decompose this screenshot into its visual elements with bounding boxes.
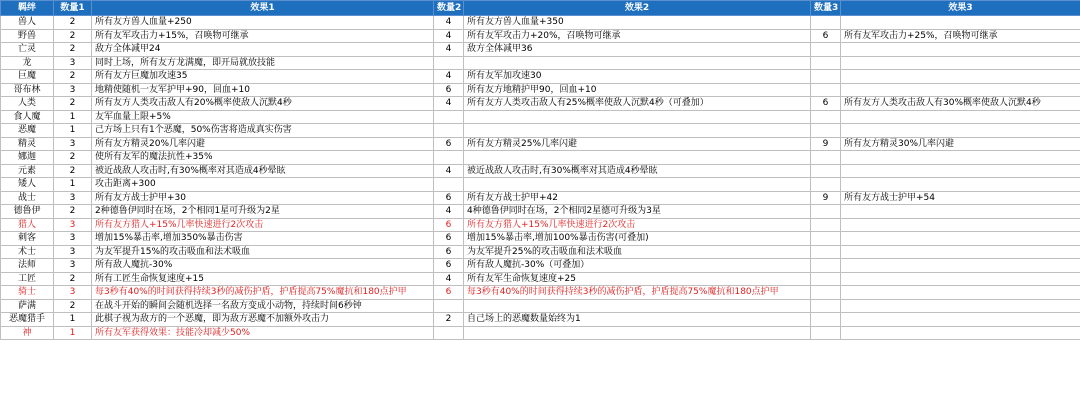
count1-cell: 3 bbox=[54, 245, 92, 259]
count2-cell: 6 bbox=[434, 218, 464, 232]
table-row bbox=[1, 56, 1080, 70]
synergy-name-cell: 战士 bbox=[1, 191, 54, 205]
count1-cell: 2 bbox=[54, 205, 92, 219]
effect2-cell: 所有友军加攻速30 bbox=[464, 70, 811, 84]
effect3-cell bbox=[841, 272, 1080, 286]
effect1-cell: 攻击距离+300 bbox=[92, 178, 434, 192]
count2-cell: 4 bbox=[434, 29, 464, 43]
count3-cell bbox=[811, 299, 841, 313]
table-row bbox=[1, 259, 1080, 273]
count2-cell: 4 bbox=[434, 16, 464, 30]
synergy-name-cell: 刺客 bbox=[1, 232, 54, 246]
count1-cell: 1 bbox=[54, 313, 92, 327]
effect2-cell: 自己场上的恶魔数量始终为1 bbox=[464, 313, 811, 327]
effect2-cell: 被近战敌人攻击时,有30%概率对其造成4秒晕眩 bbox=[464, 164, 811, 178]
count3-cell bbox=[811, 43, 841, 57]
count3-cell bbox=[811, 178, 841, 192]
header-effect3: 效果3 bbox=[841, 1, 1080, 16]
count2-cell: 4 bbox=[434, 272, 464, 286]
table-row bbox=[1, 83, 1080, 97]
count3-cell bbox=[811, 56, 841, 70]
table-row bbox=[1, 272, 1080, 286]
synergy-name-cell: 野兽 bbox=[1, 29, 54, 43]
count1-cell: 3 bbox=[54, 259, 92, 273]
count3-cell bbox=[811, 151, 841, 165]
effect3-cell bbox=[841, 259, 1080, 273]
synergy-name-cell: 元素 bbox=[1, 164, 54, 178]
effect3-cell: 所有友军攻击力+25%，召唤物可继承 bbox=[841, 29, 1080, 43]
effect2-cell bbox=[464, 326, 811, 340]
effect1-cell: 所有友方猎人+15%几率快速进行2次攻击 bbox=[92, 218, 434, 232]
effect1-cell: 所有敌人魔抗-30% bbox=[92, 259, 434, 273]
count3-cell bbox=[811, 164, 841, 178]
synergy-name-cell: 食人魔 bbox=[1, 110, 54, 124]
table-row bbox=[1, 205, 1080, 219]
synergy-name-cell: 法师 bbox=[1, 259, 54, 273]
effect3-cell: 所有友方人类攻击敌人有30%概率使敌人沉默4秒 bbox=[841, 97, 1080, 111]
effect1-cell: 友军血量上限+5% bbox=[92, 110, 434, 124]
count2-cell: 4 bbox=[434, 70, 464, 84]
effect2-cell: 所有友方战士护甲+42 bbox=[464, 191, 811, 205]
effect2-cell bbox=[464, 178, 811, 192]
effect2-cell: 每3秒有40%的时间获得持续3秒的减伤护盾，护盾提高75%魔抗和180点护甲 bbox=[464, 286, 811, 300]
effect3-cell bbox=[841, 313, 1080, 327]
effect1-cell: 使所有友军的魔法抗性+35% bbox=[92, 151, 434, 165]
effect1-cell: 所有友方精灵20%几率闪避 bbox=[92, 137, 434, 151]
table-row bbox=[1, 97, 1080, 111]
effect2-cell bbox=[464, 110, 811, 124]
count2-cell: 6 bbox=[434, 232, 464, 246]
table-row bbox=[1, 313, 1080, 327]
effect2-cell: 所有友方精灵25%几率闪避 bbox=[464, 137, 811, 151]
synergy-name-cell: 矮人 bbox=[1, 178, 54, 192]
synergy-name-cell: 亡灵 bbox=[1, 43, 54, 57]
count3-cell bbox=[811, 272, 841, 286]
table-row bbox=[1, 326, 1080, 340]
effect2-cell: 为友军提升25%的攻击吸血和法术吸血 bbox=[464, 245, 811, 259]
count3-cell bbox=[811, 205, 841, 219]
effect3-cell bbox=[841, 299, 1080, 313]
count1-cell: 2 bbox=[54, 70, 92, 84]
effect2-cell: 所有敌人魔抗-30%（可叠加） bbox=[464, 259, 811, 273]
table-row bbox=[1, 151, 1080, 165]
count3-cell bbox=[811, 286, 841, 300]
count1-cell: 3 bbox=[54, 218, 92, 232]
effect1-cell: 地精使随机一友军护甲+90，回血+10 bbox=[92, 83, 434, 97]
count2-cell: 6 bbox=[434, 191, 464, 205]
effect2-cell: 所有友方人类攻击敌人有25%概率使敌人沉默4秒（可叠加） bbox=[464, 97, 811, 111]
effect3-cell bbox=[841, 326, 1080, 340]
effect1-cell: 2种德鲁伊同时在场，2个相同1星可升级为2星 bbox=[92, 205, 434, 219]
synergy-name-cell: 娜迦 bbox=[1, 151, 54, 165]
effect2-cell: 所有友军生命恢复速度+25 bbox=[464, 272, 811, 286]
effect1-cell: 所有友方战士护甲+30 bbox=[92, 191, 434, 205]
count3-cell bbox=[811, 110, 841, 124]
count1-cell: 1 bbox=[54, 178, 92, 192]
synergy-name-cell: 德鲁伊 bbox=[1, 205, 54, 219]
synergy-name-cell: 哥布林 bbox=[1, 83, 54, 97]
count1-cell: 2 bbox=[54, 97, 92, 111]
table-row bbox=[1, 124, 1080, 138]
effect3-cell bbox=[841, 16, 1080, 30]
effect3-cell bbox=[841, 124, 1080, 138]
effect1-cell: 所有友方巨魔加攻速35 bbox=[92, 70, 434, 84]
count1-cell: 3 bbox=[54, 56, 92, 70]
effect2-cell: 敌方全体减甲36 bbox=[464, 43, 811, 57]
count3-cell bbox=[811, 83, 841, 97]
effect3-cell bbox=[841, 218, 1080, 232]
count1-cell: 2 bbox=[54, 29, 92, 43]
effect2-cell: 所有友军攻击力+20%，召唤物可继承 bbox=[464, 29, 811, 43]
effect1-cell: 同时上场，所有友方龙满魔，即开局就放技能 bbox=[92, 56, 434, 70]
synergy-name-cell: 人类 bbox=[1, 97, 54, 111]
effect1-cell: 所有友方人类攻击敌人有20%概率使敌人沉默4秒 bbox=[92, 97, 434, 111]
effect2-cell: 增加15%暴击率,增加100%暴击伤害(可叠加) bbox=[464, 232, 811, 246]
count3-cell bbox=[811, 124, 841, 138]
effect3-cell bbox=[841, 178, 1080, 192]
synergy-name-cell: 工匠 bbox=[1, 272, 54, 286]
count1-cell: 1 bbox=[54, 110, 92, 124]
synergy-name-cell: 龙 bbox=[1, 56, 54, 70]
effect3-cell bbox=[841, 43, 1080, 57]
effect3-cell bbox=[841, 110, 1080, 124]
effect2-cell bbox=[464, 56, 811, 70]
synergy-name-cell: 神 bbox=[1, 326, 54, 340]
effect3-cell bbox=[841, 205, 1080, 219]
effect1-cell: 所有友方兽人血量+250 bbox=[92, 16, 434, 30]
count2-cell: 4 bbox=[434, 97, 464, 111]
count3-cell bbox=[811, 326, 841, 340]
count1-cell: 2 bbox=[54, 151, 92, 165]
count1-cell: 1 bbox=[54, 326, 92, 340]
effect2-cell bbox=[464, 124, 811, 138]
effect1-cell: 所有友军攻击力+15%，召唤物可继承 bbox=[92, 29, 434, 43]
header-name: 羁绊 bbox=[1, 1, 54, 16]
count3-cell: 6 bbox=[811, 29, 841, 43]
table-row bbox=[1, 137, 1080, 151]
effect3-cell: 所有友方精灵30%几率闪避 bbox=[841, 137, 1080, 151]
count1-cell: 2 bbox=[54, 299, 92, 313]
table-row bbox=[1, 16, 1080, 30]
count1-cell: 2 bbox=[54, 16, 92, 30]
count1-cell: 1 bbox=[54, 124, 92, 138]
count2-cell: 6 bbox=[434, 286, 464, 300]
synergy-name-cell: 萨满 bbox=[1, 299, 54, 313]
effect1-cell: 敌方全体减甲24 bbox=[92, 43, 434, 57]
count2-cell bbox=[434, 151, 464, 165]
synergy-name-cell: 巨魔 bbox=[1, 70, 54, 84]
count3-cell bbox=[811, 245, 841, 259]
effect1-cell: 所有友军获得效果：技能冷却减少50% bbox=[92, 326, 434, 340]
effect1-cell: 每3秒有40%的时间获得持续3秒的减伤护盾，护盾提高75%魔抗和180点护甲 bbox=[92, 286, 434, 300]
effect2-cell: 所有友方猎人+15%几率快速进行2次攻击 bbox=[464, 218, 811, 232]
count1-cell: 3 bbox=[54, 191, 92, 205]
count3-cell: 9 bbox=[811, 191, 841, 205]
count2-cell: 6 bbox=[434, 259, 464, 273]
table-row bbox=[1, 245, 1080, 259]
table-row bbox=[1, 43, 1080, 57]
count2-cell bbox=[434, 326, 464, 340]
count3-cell bbox=[811, 313, 841, 327]
effect2-cell bbox=[464, 299, 811, 313]
table-row bbox=[1, 164, 1080, 178]
effect1-cell: 为友军提升15%的攻击吸血和法术吸血 bbox=[92, 245, 434, 259]
synergy-name-cell: 恶魔猎手 bbox=[1, 313, 54, 327]
count2-cell bbox=[434, 299, 464, 313]
header-count1: 数量1 bbox=[54, 1, 92, 16]
count3-cell bbox=[811, 259, 841, 273]
count3-cell: 9 bbox=[811, 137, 841, 151]
effect1-cell: 被近战敌人攻击时,有30%概率对其造成4秒晕眩 bbox=[92, 164, 434, 178]
header-row bbox=[1, 1, 1080, 16]
count2-cell bbox=[434, 56, 464, 70]
header-count3: 数量3 bbox=[811, 1, 841, 16]
table-row bbox=[1, 178, 1080, 192]
count3-cell bbox=[811, 232, 841, 246]
synergy-name-cell: 术士 bbox=[1, 245, 54, 259]
table-row bbox=[1, 232, 1080, 246]
count1-cell: 3 bbox=[54, 137, 92, 151]
effect1-cell: 在战斗开始的瞬间会随机选择一名敌方变成小动物，持续时间6秒钟 bbox=[92, 299, 434, 313]
count2-cell: 4 bbox=[434, 164, 464, 178]
table-row bbox=[1, 110, 1080, 124]
header-effect1: 效果1 bbox=[92, 1, 434, 16]
count2-cell: 6 bbox=[434, 245, 464, 259]
count3-cell: 6 bbox=[811, 97, 841, 111]
count1-cell: 2 bbox=[54, 43, 92, 57]
table-row bbox=[1, 218, 1080, 232]
header-effect2: 效果2 bbox=[464, 1, 811, 16]
count2-cell: 6 bbox=[434, 137, 464, 151]
effect1-cell: 所有工匠生命恢复速度+15 bbox=[92, 272, 434, 286]
count1-cell: 3 bbox=[54, 232, 92, 246]
synergy-name-cell: 骑士 bbox=[1, 286, 54, 300]
table-row bbox=[1, 191, 1080, 205]
effect3-cell bbox=[841, 151, 1080, 165]
table-row bbox=[1, 286, 1080, 300]
count3-cell bbox=[811, 218, 841, 232]
count2-cell bbox=[434, 178, 464, 192]
count2-cell: 4 bbox=[434, 43, 464, 57]
effect1-cell: 此棋子视为敌方的一个恶魔，即为敌方恶魔不加额外攻击力 bbox=[92, 313, 434, 327]
synergy-name-cell: 精灵 bbox=[1, 137, 54, 151]
count1-cell: 3 bbox=[54, 83, 92, 97]
header-count2: 数量2 bbox=[434, 1, 464, 16]
table-body bbox=[1, 16, 1080, 340]
effect1-cell: 增加15%暴击率,增加350%暴击伤害 bbox=[92, 232, 434, 246]
effect3-cell bbox=[841, 56, 1080, 70]
count1-cell: 2 bbox=[54, 272, 92, 286]
table-row bbox=[1, 70, 1080, 84]
effect2-cell bbox=[464, 151, 811, 165]
effect3-cell bbox=[841, 286, 1080, 300]
effect2-cell: 所有友方地精护甲90，回血+10 bbox=[464, 83, 811, 97]
effect2-cell: 4种德鲁伊同时在场，2个相同2星德可升级为3星 bbox=[464, 205, 811, 219]
count2-cell: 6 bbox=[434, 83, 464, 97]
effect2-cell: 所有友方兽人血量+350 bbox=[464, 16, 811, 30]
count2-cell: 2 bbox=[434, 313, 464, 327]
count1-cell: 3 bbox=[54, 286, 92, 300]
synergy-name-cell: 恶魔 bbox=[1, 124, 54, 138]
synergy-name-cell: 兽人 bbox=[1, 16, 54, 30]
effect3-cell bbox=[841, 245, 1080, 259]
effect3-cell: 所有友方战士护甲+54 bbox=[841, 191, 1080, 205]
effect3-cell bbox=[841, 164, 1080, 178]
effect1-cell: 己方场上只有1个恶魔，50%伤害将造成真实伤害 bbox=[92, 124, 434, 138]
table-row bbox=[1, 299, 1080, 313]
effect3-cell bbox=[841, 83, 1080, 97]
effect3-cell bbox=[841, 232, 1080, 246]
count3-cell bbox=[811, 70, 841, 84]
count3-cell bbox=[811, 16, 841, 30]
count2-cell: 4 bbox=[434, 205, 464, 219]
synergy-name-cell: 猎人 bbox=[1, 218, 54, 232]
effect3-cell bbox=[841, 70, 1080, 84]
count2-cell bbox=[434, 110, 464, 124]
count2-cell bbox=[434, 124, 464, 138]
count1-cell: 2 bbox=[54, 164, 92, 178]
table-row bbox=[1, 29, 1080, 43]
